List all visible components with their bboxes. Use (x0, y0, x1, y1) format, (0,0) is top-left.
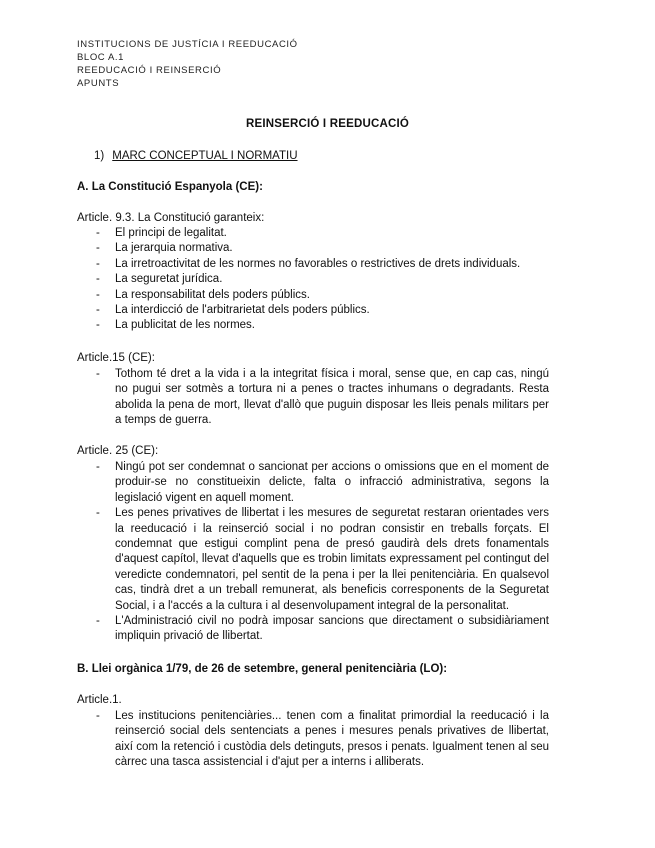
document-header (77, 38, 298, 90)
bullet-dash: - (96, 304, 100, 317)
part-b-heading: B. Llei orgànica 1/79, de 26 de setembre, general penitenciària (LO): (77, 663, 448, 675)
list-item: - Tothom té dret a la vida i a la integritat física i moral, sense que, en cap cas, ningú no pugui ser sotmès a tortura ni a penes o tractes inhumans o degradants. Resta abolida la pena de mort, llevat d'allò que puguin disposar les lleis penals militars per a temps de guerra. (96, 368, 549, 427)
bullet-dash: - (96, 507, 100, 520)
bullet-dash: - (96, 368, 100, 380)
bullet-dash: - (96, 227, 100, 239)
bullet-dash: - (96, 710, 100, 722)
article-1-list (77, 709, 549, 771)
article-9-list (77, 226, 549, 334)
article-15-list (77, 367, 549, 429)
list-item: - La seguretat jurídica. (77, 272, 549, 287)
section-1-label: MARC CONCEPTUAL I NORMATIU (112, 150, 298, 162)
article-25-lead: Article. 25 (CE): (77, 445, 159, 457)
bullet-dash: - (96, 242, 100, 255)
list-item: - Les institucions penitenciàries... tenen com a finalitat primordial la reeducació i la reinserció social dels sentenciats a penes i mesures penals privatives de llibertat, així com la retenció i custòdia dels detinguts, presos i penats. Igualment tenen al seu càrrec una tasca assistencial i d'ajut per a interns i alliberats. (96, 710, 549, 769)
bullet-dash: - (96, 461, 100, 473)
bullet-dash: - (96, 288, 100, 301)
list-item: - L'Administració civil no podrà imposar sancions que directament o subsidiàriament impliquin privació de llibertat. (96, 615, 549, 643)
list-item: - La interdicció de l'arbitrarietat dels poders públics. (77, 303, 549, 318)
bullet-dash: - (96, 257, 100, 270)
list-item: - La responsabilitat dels poders públics. (77, 288, 549, 303)
article-1-lead: Article.1. (77, 694, 122, 706)
bullet-dash: - (96, 319, 100, 332)
article-15-lead: Article.15 (CE): (77, 352, 155, 364)
list-item: - Ningú pot ser condemnat o sancionat per accions o omissions que en el moment de produir-se no constitueixin delicte, falta o infracció administrativa, segons la legislació vigent en aquell moment. (96, 461, 549, 504)
list-item: - El principi de legalitat. (77, 226, 549, 241)
list-item: - Les penes privatives de llibertat i les mesures de seguretat restaran orientades vers la reeducació i la reinserció social i no podran consistir en treballs forçats. El condemnat que estigui complint pena de presó gaudirà dels drets fonamentals d'aquest capítol, llevat d'aquells que es trobin limitats expressament pel contingut del veredicte condemnatori, pel sentit de la pena i per la llei penitenciària. En qualsevol cas, tindrà dret a un treball remunerat, als beneficis corresponents de la Seguretat Social, i a l'accés a la cultura i al desenvolupament integral de la personalitat. (96, 507, 549, 612)
header-line-type: APUNTS (77, 78, 120, 89)
bullet-dash: - (96, 615, 100, 628)
part-a-heading: A. La Constitució Espanyola (CE): (77, 181, 263, 193)
header-line-institution: INSTITUCIONS DE JUSTÍCIA I REEDUCACIÓ (77, 39, 298, 50)
bullet-dash: - (96, 273, 100, 286)
article-25-list (77, 460, 549, 645)
header-line-topic: REEDUCACIÓ I REINSERCIÓ (77, 65, 222, 76)
header-line-bloc: BLOC A.1 (77, 52, 125, 63)
article-9-lead: Article. 9.3. La Constitució garanteix: (77, 212, 265, 224)
list-item: - La irretroactivitat de les normes no favorables o restrictives de drets individuals. (77, 257, 549, 272)
section-1-heading (94, 150, 298, 162)
document-title: REINSERCIÓ I REEDUCACIÓ (245, 118, 410, 130)
list-item: - La jerarquia normativa. (77, 241, 549, 256)
section-1-number: 1) (94, 150, 105, 162)
list-item: - La publicitat de les normes. (77, 318, 549, 333)
